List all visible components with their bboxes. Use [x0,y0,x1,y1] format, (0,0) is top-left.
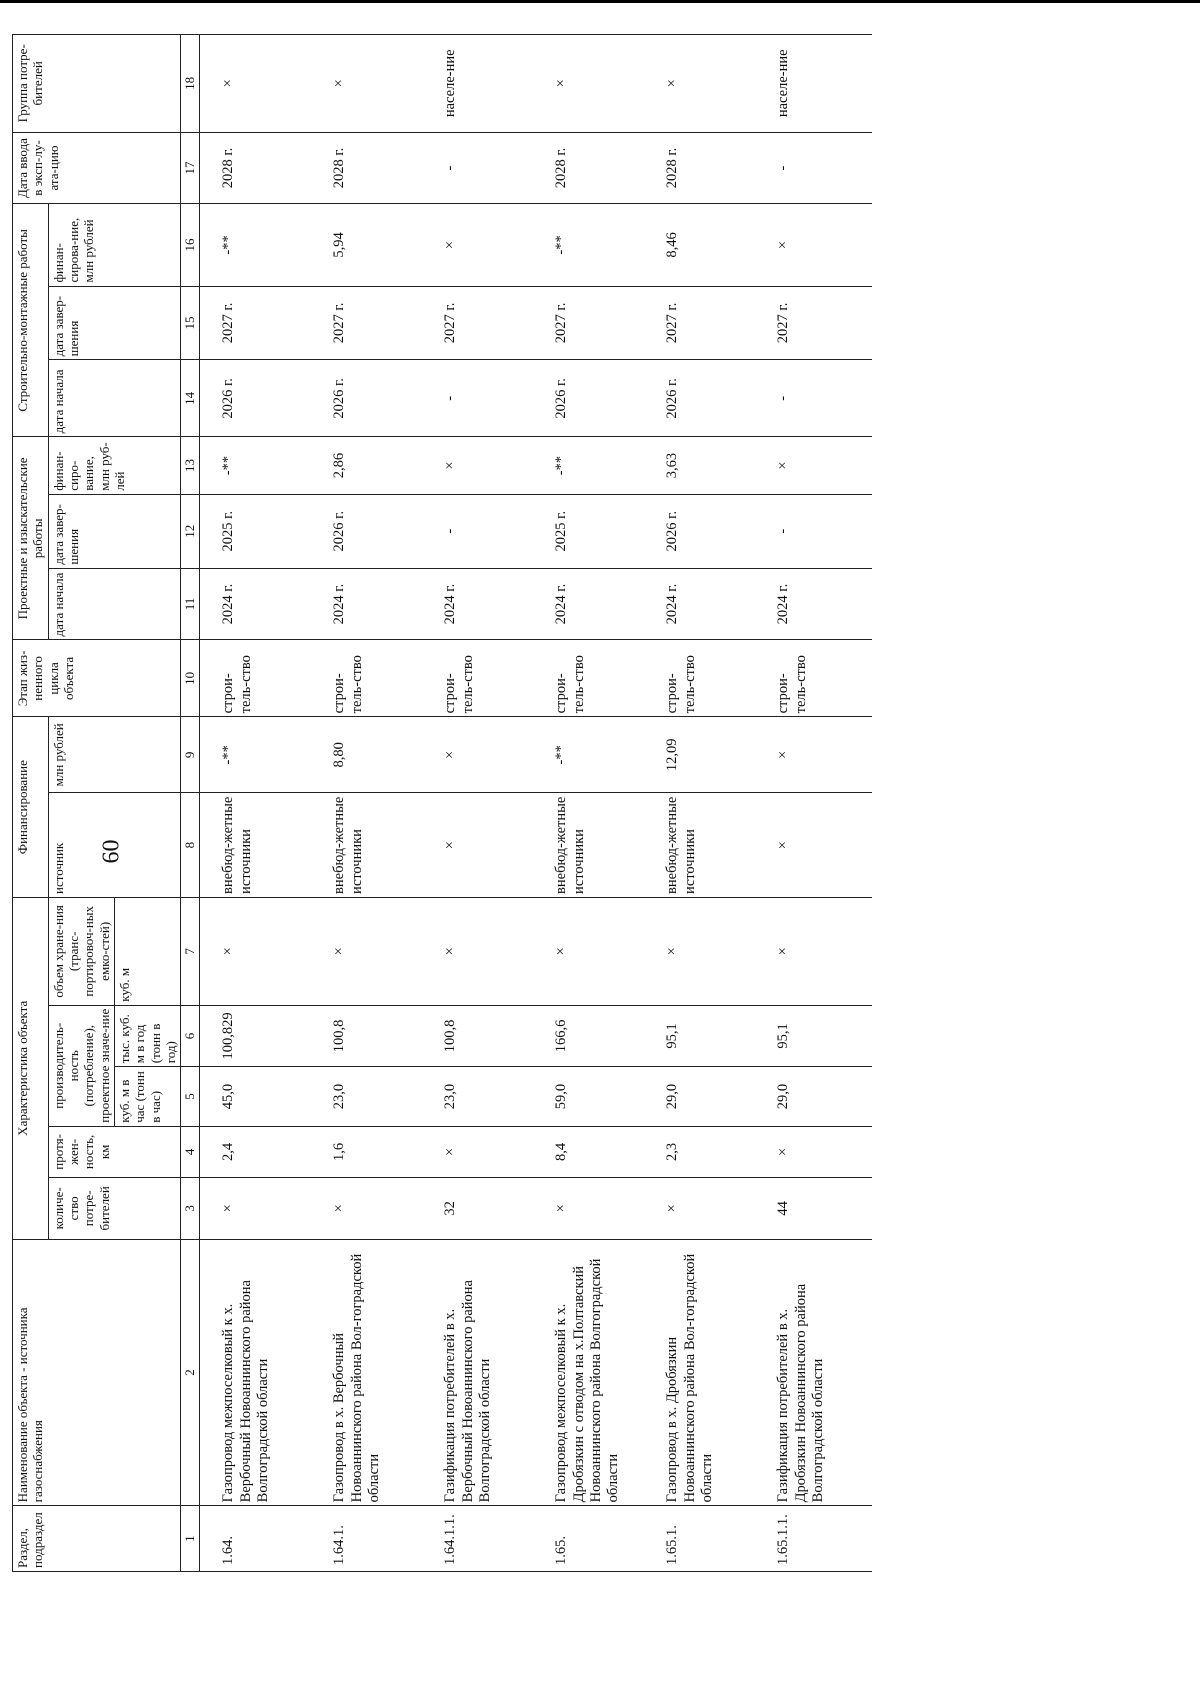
row-stage: строи-тель-ство [761,640,872,717]
row-constr-end: 2027 г. [317,286,428,360]
row-constr-start: - [428,360,539,437]
row-cap-hour: 23,0 [317,1067,428,1127]
row-design-start: 2024 г. [539,568,650,640]
row-source: × [428,793,539,898]
row-group: × [650,35,761,133]
header-consumers-count: количе-ство потре-бителей [48,1178,181,1240]
row-commission: - [428,132,539,204]
row-constr-start: 2026 г. [200,360,318,437]
col-num: 1 [181,1506,200,1572]
page-number: 60 [98,839,125,864]
row-mln: 8,80 [317,717,428,793]
row-design-start: 2024 г. [428,568,539,640]
table-row [200,35,318,1572]
row-constr-end: 2027 г. [200,286,318,360]
row-storage: × [761,897,872,1005]
header-constr-start: дата начала [48,360,181,437]
header-stage: Этап жиз-ненного цикла объекта [13,640,181,717]
col-num: 11 [181,568,200,640]
table-row [761,35,872,1572]
row-stage: строи-тель-ство [200,640,318,717]
row-cap-year: 95,1 [761,1005,872,1067]
row-name: Газификация потребителей в х. Вербочный Новоаннинского района Волгоградской области [428,1239,539,1506]
table-row [317,35,428,1572]
row-length: × [761,1126,872,1177]
col-num: 9 [181,717,200,793]
row-commission: 2028 г. [200,132,318,204]
row-stage: строи-тель-ство [650,640,761,717]
row-design-start: 2024 г. [761,568,872,640]
row-design-fin: × [428,437,539,494]
row-design-fin: -** [539,437,650,494]
row-storage: × [317,897,428,1005]
col-num: 17 [181,132,200,204]
row-group: населе-ние [761,35,872,133]
row-cap-year: 166,6 [539,1005,650,1067]
row-length: 2,3 [650,1126,761,1177]
row-source: внебюд-жетные источники [539,793,650,898]
row-commission: - [761,132,872,204]
header-constr-fin: финан-сирова-ние, млн рублей [48,204,181,286]
row-length: 2,4 [200,1126,318,1177]
row-source: внебюд-жетные источники [200,793,318,898]
gas-supply-table [12,34,872,1572]
col-num: 7 [181,897,200,1005]
table-body [200,35,873,1572]
col-num: 18 [181,35,200,133]
table-row [650,35,761,1572]
row-constr-end: 2027 г. [428,286,539,360]
row-group: × [200,35,318,133]
table-row [428,35,539,1572]
row-name: Газопровод в х. Дробязкин Новоаннинского района Вол-гоградской области [650,1239,761,1506]
row-constr-start: - [761,360,872,437]
header-commission: Дата ввода в эксп-лу-ата-цию [13,132,181,204]
row-design-fin: × [761,437,872,494]
row-group: населе-ние [428,35,539,133]
row-cap-hour: 23,0 [428,1067,539,1127]
row-code: 1.64. [200,1506,318,1572]
row-cap-year: 95,1 [650,1005,761,1067]
row-length: 8,4 [539,1126,650,1177]
row-storage: × [200,897,318,1005]
row-cap-hour: 45,0 [200,1067,318,1127]
col-num: 16 [181,204,200,286]
row-group: × [317,35,428,133]
row-mln: × [428,717,539,793]
col-num: 13 [181,437,200,494]
row-constr-fin: -** [539,204,650,286]
col-num: 2 [181,1239,200,1506]
header-section: Раздел, подраздел [13,1506,181,1572]
column-number-row [181,35,200,1572]
row-design-fin: 2,86 [317,437,428,494]
row-constr-fin: 5,94 [317,204,428,286]
col-num: 3 [181,1178,200,1240]
header-mln: млн рублей [48,717,181,793]
header-characteristics: Характеристика объекта [13,897,49,1239]
row-stage: строи-тель-ство [317,640,428,717]
row-code: 1.64.1. [317,1506,428,1572]
row-constr-end: 2027 г. [539,286,650,360]
header-length: протя-жен-ность, км [48,1126,181,1177]
row-cap-year: 100,829 [200,1005,318,1067]
row-constr-end: 2027 г. [761,286,872,360]
row-mln: × [761,717,872,793]
header-constr-end: дата завер-шения [48,286,181,360]
col-num: 5 [181,1067,200,1127]
row-source: × [761,793,872,898]
row-design-start: 2024 г. [650,568,761,640]
header-financing: Финансирование [13,717,49,898]
row-consumers: 44 [761,1178,872,1240]
row-commission: 2028 г. [539,132,650,204]
row-constr-fin: × [761,204,872,286]
row-storage: × [428,897,539,1005]
header-source: источник [48,793,181,898]
row-commission: 2028 г. [317,132,428,204]
col-num: 12 [181,494,200,568]
row-consumers: × [650,1178,761,1240]
row-consumers: × [317,1178,428,1240]
row-constr-start: 2026 г. [317,360,428,437]
row-cap-year: 100,8 [428,1005,539,1067]
row-design-end: 2025 г. [200,494,318,568]
row-source: внебюд-жетные источники [317,793,428,898]
col-num: 4 [181,1126,200,1177]
row-consumers: 32 [428,1178,539,1240]
row-source: внебюд-жетные источники [650,793,761,898]
row-group: × [539,35,650,133]
row-design-end: - [428,494,539,568]
row-cap-year: 100,8 [317,1005,428,1067]
header-design-start: дата начала [48,568,181,640]
row-length: × [428,1126,539,1177]
row-mln: -** [539,717,650,793]
row-code: 1.65.1.1. [761,1506,872,1572]
row-design-end: - [761,494,872,568]
row-stage: строи-тель-ство [539,640,650,717]
row-design-start: 2024 г. [200,568,318,640]
row-length: 1,6 [317,1126,428,1177]
row-commission: 2028 г. [650,132,761,204]
row-code: 1.65.1. [650,1506,761,1572]
header-name: Наименование объекта - источника газоснабжения [13,1239,181,1506]
col-num: 6 [181,1005,200,1067]
row-constr-fin: × [428,204,539,286]
row-constr-end: 2027 г. [650,286,761,360]
header-storage-unit: куб. м [114,897,180,1005]
row-constr-start: 2026 г. [539,360,650,437]
row-design-end: 2026 г. [650,494,761,568]
row-name: Газификация потребителей в х. Дробязкин Новоаннинского района Волгоградской области [761,1239,872,1506]
header-cap-year: тыс. куб. м в год (тонн в год) [114,1005,180,1067]
row-design-start: 2024 г. [317,568,428,640]
row-name: Газопровод межпоселковый к х. Вербочный Новоаннинского района Волгоградской области [200,1239,318,1506]
header-capacity: производитель-ность (потребление), проектное значе-ние [48,1005,114,1126]
header-design: Проектные и изыскательские работы [13,437,49,640]
row-constr-fin: 8,46 [650,204,761,286]
col-num: 8 [181,793,200,898]
col-num: 14 [181,360,200,437]
header-storage: объем хране-ния (транс-портировоч-ных емко-стей) [48,897,114,1005]
row-name: Газопровод межпоселковый к х. Дробязкин с отводом на х.Полтавский Новоаннинского района Волгоградской области [539,1239,650,1506]
row-design-fin: -** [200,437,318,494]
row-consumers: × [200,1178,318,1240]
col-num: 15 [181,286,200,360]
row-storage: × [539,897,650,1005]
row-constr-start: 2026 г. [650,360,761,437]
col-num: 10 [181,640,200,717]
row-design-fin: 3,63 [650,437,761,494]
row-mln: 12,09 [650,717,761,793]
row-constr-fin: -** [200,204,318,286]
row-cap-hour: 59,0 [539,1067,650,1127]
row-consumers: × [539,1178,650,1240]
row-stage: строи-тель-ство [428,640,539,717]
header-group: Группа потре-бителей [13,35,181,133]
header-design-fin: финан-сиро-вание, млн руб-лей [48,437,181,494]
row-cap-hour: 29,0 [650,1067,761,1127]
header-design-end: дата завер-шения [48,494,181,568]
row-mln: -** [200,717,318,793]
table-row [539,35,650,1572]
row-design-end: 2026 г. [317,494,428,568]
row-code: 1.65. [539,1506,650,1572]
row-design-end: 2025 г. [539,494,650,568]
row-cap-hour: 29,0 [761,1067,872,1127]
header-construction: Строительно-монтажные работы [13,204,49,437]
row-name: Газопровод в х. Вербочный Новоаннинского района Вол-гоградской области [317,1239,428,1506]
row-storage: × [650,897,761,1005]
row-code: 1.64.1.1. [428,1506,539,1572]
header-cap-hour: куб. м в час (тонн в час) [114,1067,180,1127]
